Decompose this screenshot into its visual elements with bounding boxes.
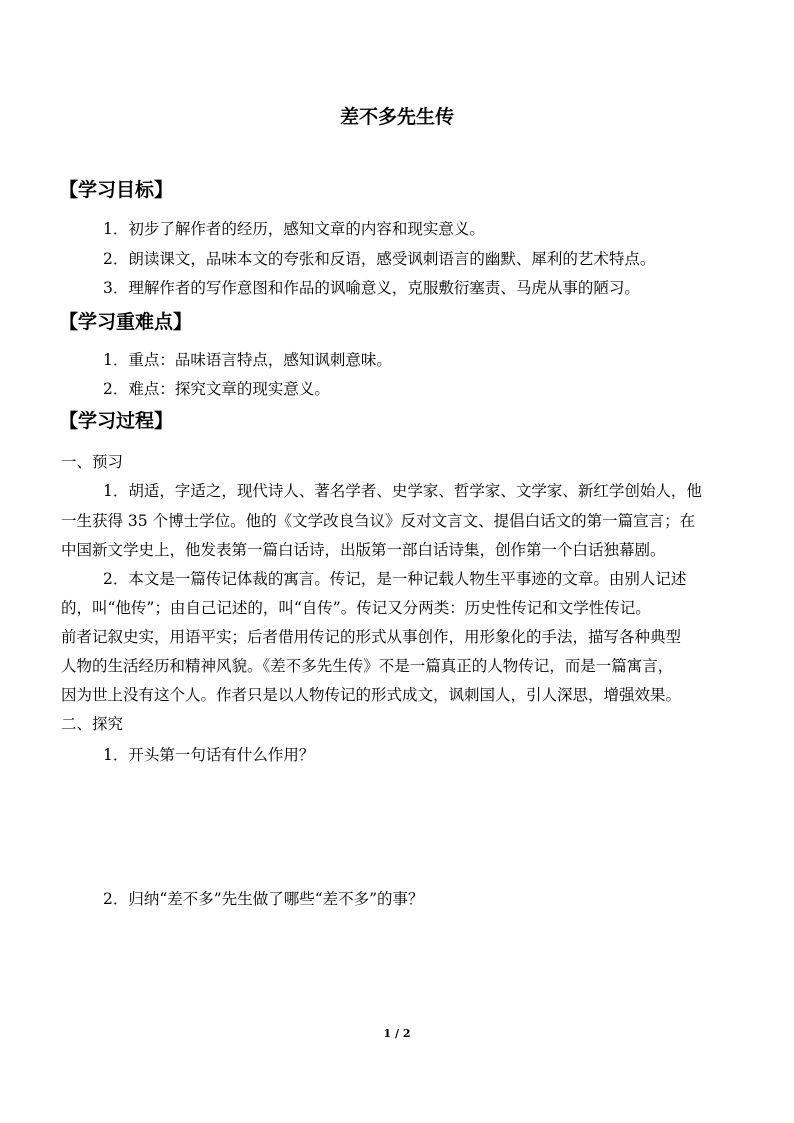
- preview-p1-line-2: 一生获得 35 个博士学位。他的《文学改良刍议》反对文言文、提倡白话文的第一篇宣言；在: [61, 512, 696, 530]
- explore-question-1: 1．开头第一句话有什么作用？: [103, 746, 315, 764]
- preview-p2-line-5: 因为世上没有这个人。作者只是以人物传记的形式成文，讽刺国人，引人深思，增强效果。: [61, 686, 682, 704]
- preview-label: 一、预习: [61, 453, 124, 471]
- heading-learning-process: 【学习过程】: [59, 410, 174, 432]
- document-title: 差不多先生传: [339, 106, 454, 128]
- preview-p2-line-2: 的，叫“他传”；由自己记述的，叫“自传”。传记又分两类：历史性传记和文学性传记。: [61, 599, 651, 617]
- goal-item-3: 3．理解作者的写作意图和作品的讽喻意义，克服敷衍塞责、马虎从事的陋习。: [103, 279, 640, 297]
- preview-p2-line-1: 2．本文是一篇传记体裁的寓言。传记，是一种记载人物生平事迹的文章。由别人记述: [103, 570, 687, 588]
- preview-p1-line-3: 中国新文学史上，他发表第一篇白话诗，出版第一部白话诗集，创作第一个白话独幕剧。: [61, 541, 666, 559]
- preview-p1-line-1: 1．胡适，字适之，现代诗人、著名学者、史学家、哲学家、文学家、新红学创始人，他: [103, 482, 702, 500]
- key-point-item-2: 2．难点：探究文章的现实意义。: [103, 380, 330, 398]
- preview-p2-line-3: 前者记叙史实，用语平实；后者借用传记的形式从事创作，用形象化的手法，描写各种典型: [61, 628, 682, 646]
- heading-key-points: 【学习重难点】: [59, 311, 193, 333]
- explore-question-2: 2．归纳“差不多”先生做了哪些“差不多”的事？: [103, 890, 424, 908]
- goal-item-1: 1．初步了解作者的经历，感知文章的内容和现实意义。: [103, 220, 485, 238]
- preview-p2-line-4: 人物的生活经历和精神风貌。《差不多先生传》不是一篇真正的人物传记，而是一篇寓言，: [61, 657, 674, 675]
- goal-item-2: 2．朗读课文，品味本文的夸张和反语，感受讽刺语言的幽默、犀利的艺术特点。: [103, 250, 656, 268]
- heading-learning-goals: 【学习目标】: [59, 179, 174, 201]
- page-indicator: 1 / 2: [383, 1027, 411, 1040]
- key-point-item-1: 1．重点：品味语言特点，感知讽刺意味。: [103, 351, 392, 369]
- explore-label: 二、探究: [61, 715, 124, 733]
